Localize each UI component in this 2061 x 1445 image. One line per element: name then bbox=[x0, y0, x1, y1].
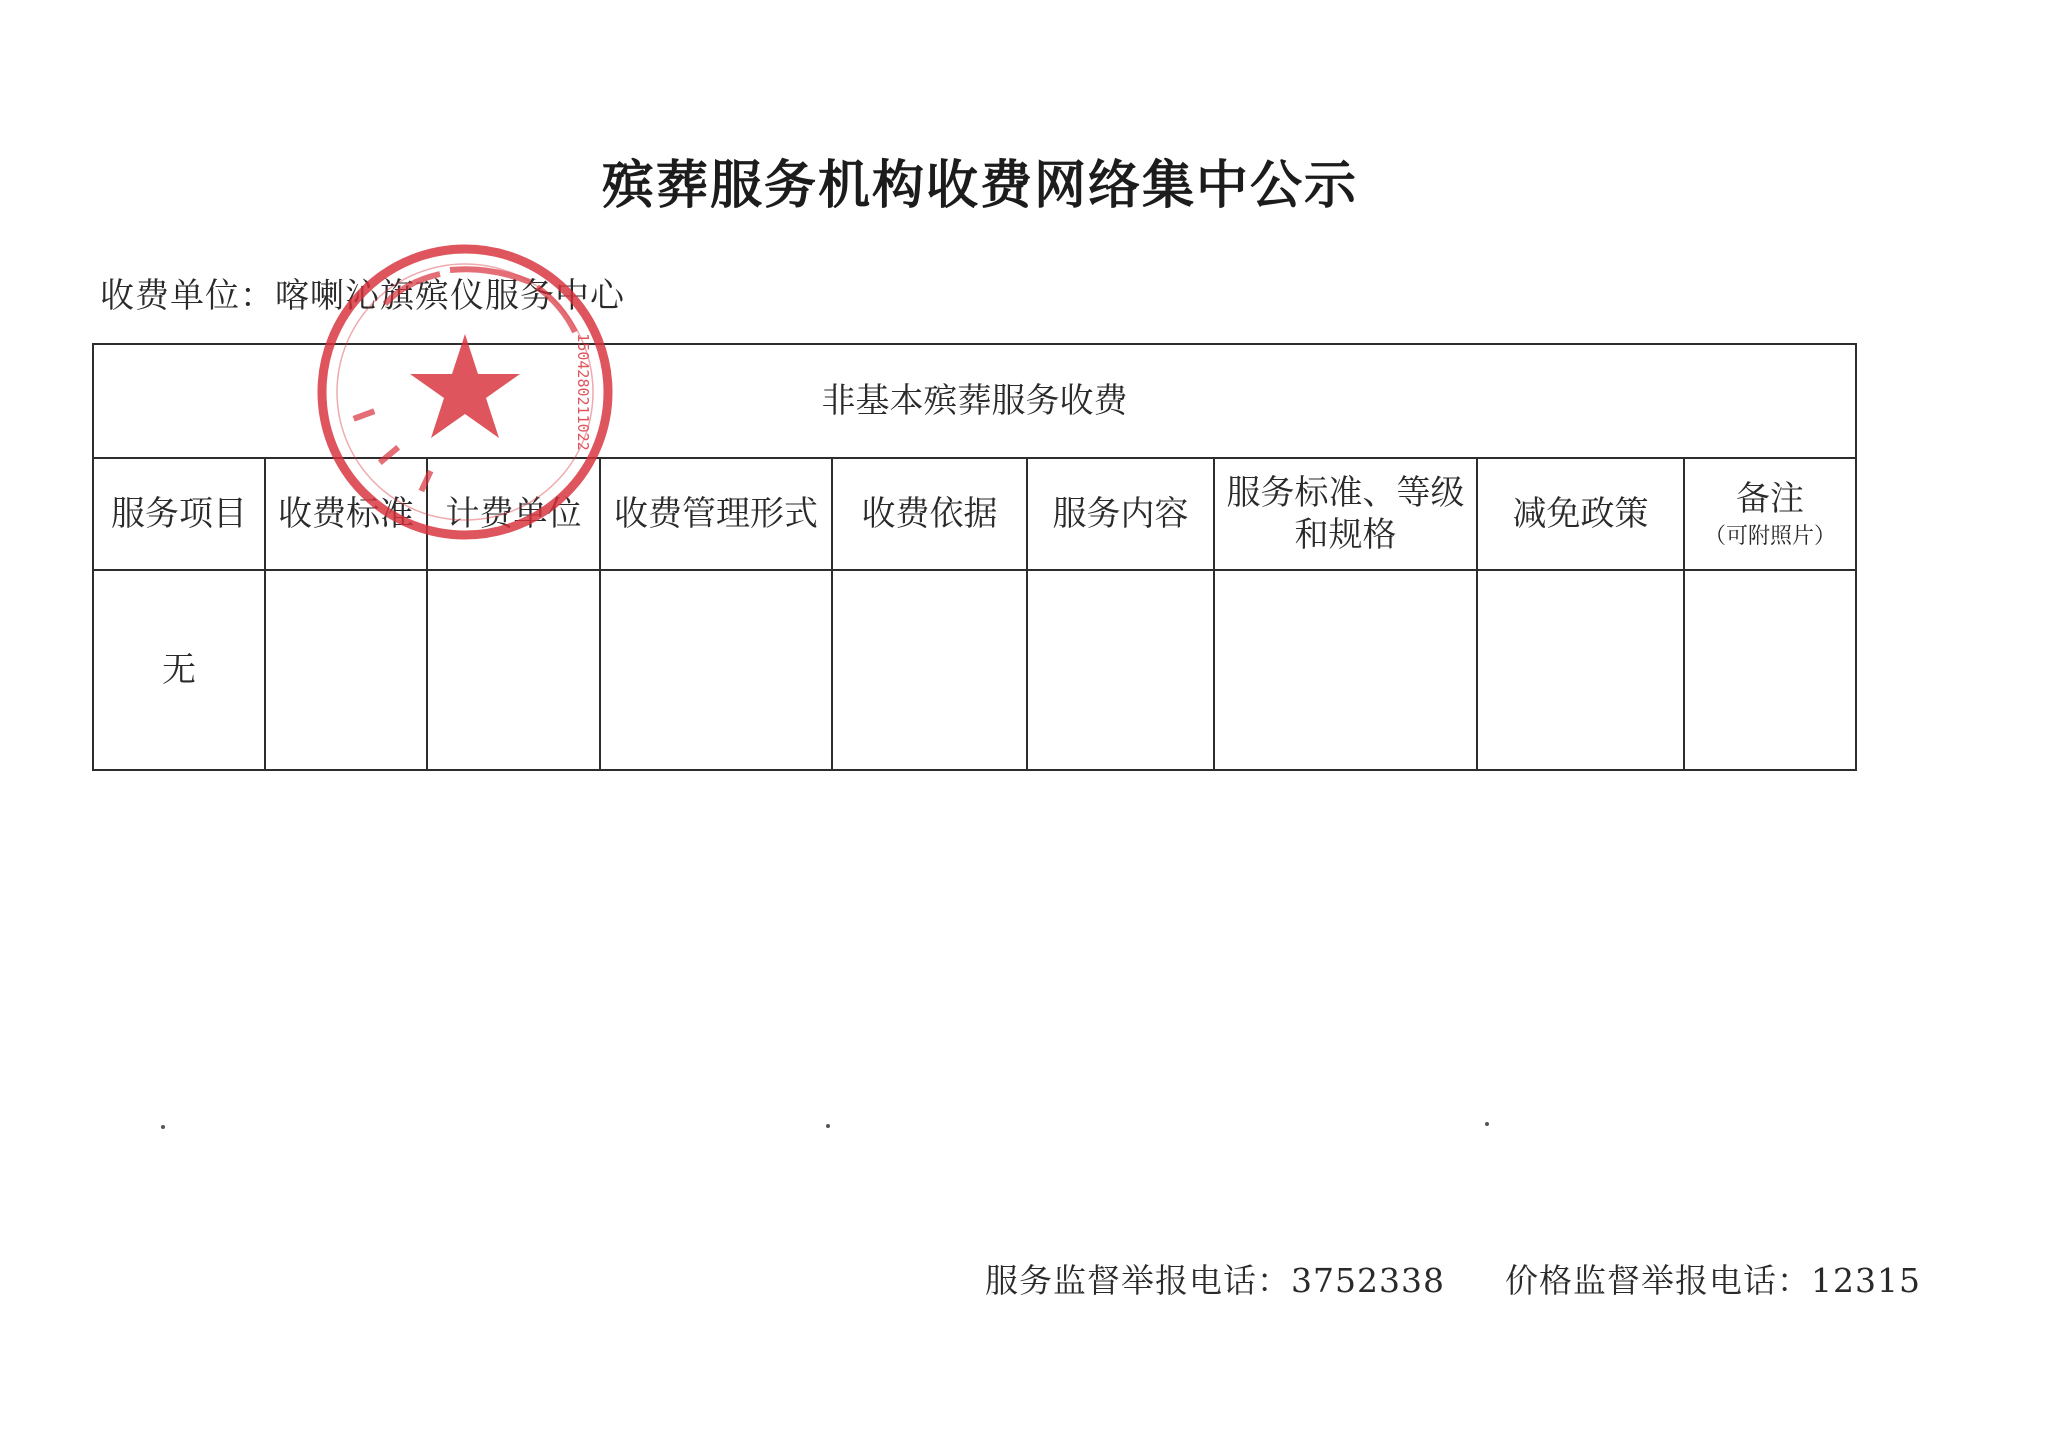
table-cell bbox=[1027, 570, 1214, 770]
document-title: 殡葬服务机构收费网络集中公示 bbox=[601, 156, 1358, 216]
table-cell bbox=[600, 570, 832, 770]
col-header-reduction-policy: 减免政策 bbox=[1477, 458, 1684, 570]
service-hotline: 服务监督举报电话：3752338 bbox=[985, 1261, 1445, 1300]
col-header-fee-management: 收费管理形式 bbox=[600, 458, 832, 570]
column-header-row bbox=[93, 458, 1856, 570]
table-cell bbox=[1214, 570, 1477, 770]
col-header-service-standard: 服务标准、等级和规格 bbox=[1214, 458, 1477, 570]
section-title: 非基本殡葬服务收费 bbox=[93, 344, 1856, 458]
col-header-service-content: 服务内容 bbox=[1027, 458, 1214, 570]
fee-table bbox=[92, 343, 1857, 771]
charging-unit-line: 收费单位：喀喇沁旗殡仪服务中心 bbox=[100, 276, 625, 316]
col-header-fee-standard: 收费标准 bbox=[265, 458, 427, 570]
col-header-remarks bbox=[1684, 458, 1856, 570]
table-cell bbox=[427, 570, 600, 770]
col-header-billing-unit: 计费单位 bbox=[427, 458, 600, 570]
col-header-fee-basis: 收费依据 bbox=[832, 458, 1027, 570]
col-header-service-item: 服务项目 bbox=[93, 458, 265, 570]
price-hotline: 价格监督举报电话：12315 bbox=[1505, 1261, 1921, 1300]
table-cell bbox=[265, 570, 427, 770]
table-row bbox=[93, 570, 1856, 770]
table-cell bbox=[832, 570, 1027, 770]
seal-code: 1504280211022 bbox=[574, 333, 592, 451]
table-cell bbox=[1684, 570, 1856, 770]
table-cell bbox=[1477, 570, 1684, 770]
table-cell: 无 bbox=[93, 570, 265, 770]
remarks-label: 备注 bbox=[1736, 479, 1804, 519]
section-header-row bbox=[93, 344, 1856, 458]
remarks-sublabel: （可附照片） bbox=[1704, 523, 1837, 549]
